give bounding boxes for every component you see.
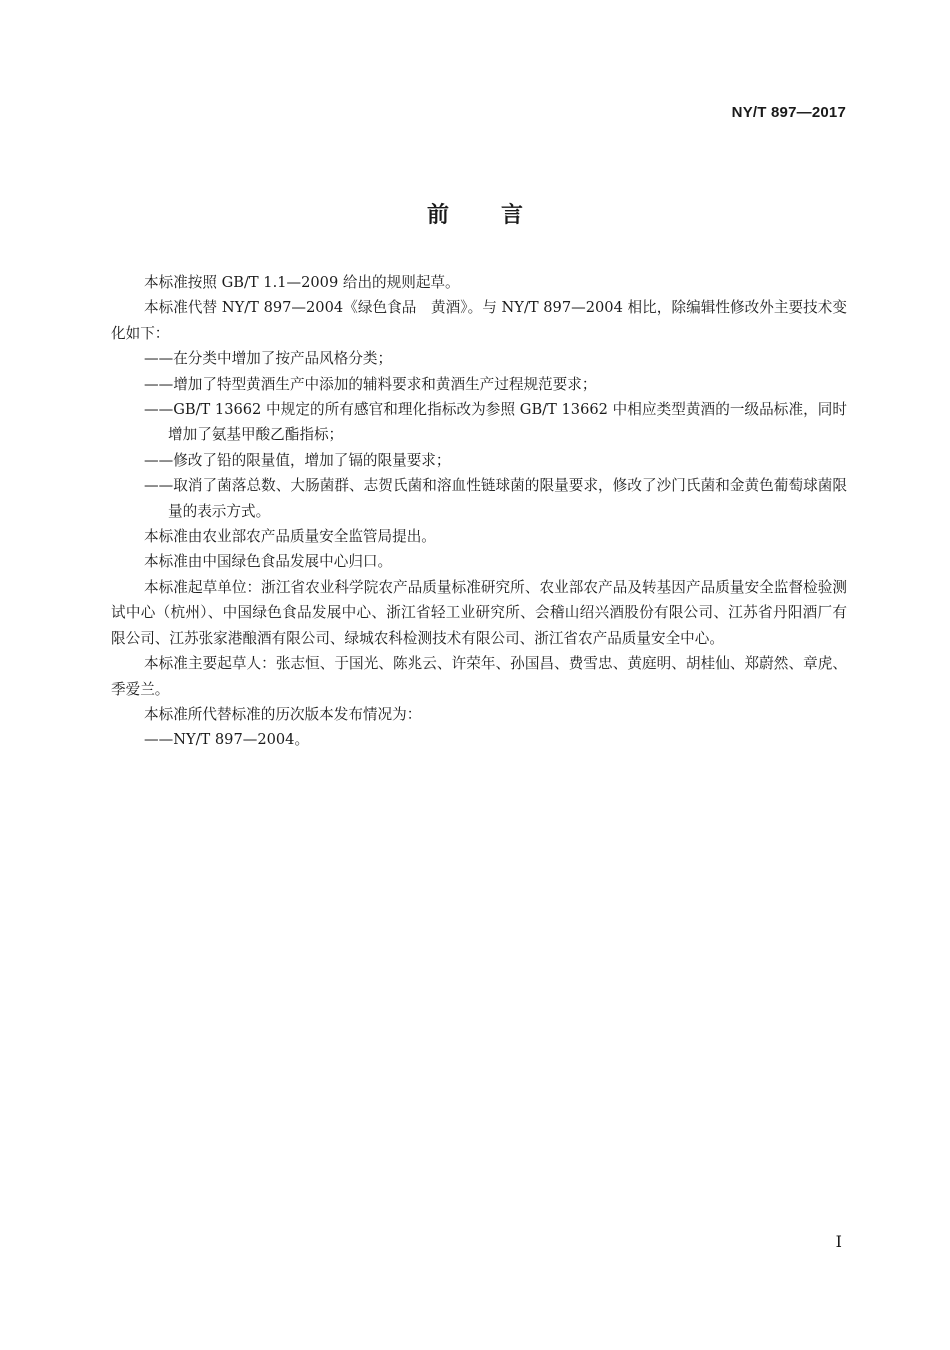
foreword-body: [111, 270, 847, 753]
page-title: 前言: [426, 203, 575, 228]
paragraph-proposer: 本标准由农业部农产品质量安全监管局提出。: [144, 528, 436, 546]
change-item-auxiliary: ——增加了特型黄酒生产中添加的辅料要求和黄酒生产过程规范要求；: [144, 375, 597, 393]
paragraph-centralized: 本标准由中国绿色食品发展中心归口。: [144, 553, 393, 571]
change-item-classification: ——在分类中增加了按产品风格分类；: [144, 350, 393, 368]
paragraph-drafting-rules: 本标准按照 GB/T 1.1—2009 给出的规则起草。: [144, 274, 460, 291]
change-item-lead-cadmium: ——修改了铅的限量值，增加了镉的限量要求；: [144, 451, 451, 469]
paragraph-drafters: 本标准主要起草人：张志恒、于国光、陈兆云、许荣年、孙国昌、费雪忠、黄庭明、胡桂仙、郑蔚然、章虎、季爱兰。: [111, 655, 847, 698]
paragraph-replacement: 本标准代替 NY/T 897—2004《绿色食品 黄酒》。与 NY/T 897—2004 相比，除编辑性修改外主要技术变化如下：: [111, 299, 847, 342]
change-item-indicators: ——GB/T 13662 中规定的所有感官和理化指标改为参照 GB/T 13662 中相应类型黄酒的一级品标准，同时增加了氨基甲酸乙酯指标；: [144, 401, 847, 444]
change-item-microbes: ——取消了菌落总数、大肠菌群、志贺氏菌和溶血性链球菌的限量要求，修改了沙门氏菌和金黄色葡萄球菌限量的表示方式。: [144, 477, 847, 520]
paragraph-drafting-units: 本标准起草单位：浙江省农业科学院农产品质量标准研究所、农业部农产品及转基因产品质量安全监督检验测试中心（杭州）、中国绿色食品发展中心、浙江省轻工业研究所、会稽山绍兴酒股份有限公司、江苏省丹阳酒厂有限公司、江苏张家港酿酒有限公司、绿城农科检测技术有限公司、浙江省农产品质量安全中心。: [111, 578, 847, 647]
standard-code: NY/T 897—2017: [731, 104, 846, 121]
paragraph-history: 本标准所代替标准的历次版本发布情况为：: [144, 705, 422, 723]
paragraph-history-item: ——NY/T 897—2004。: [144, 731, 310, 749]
page-number: I: [835, 1232, 842, 1251]
